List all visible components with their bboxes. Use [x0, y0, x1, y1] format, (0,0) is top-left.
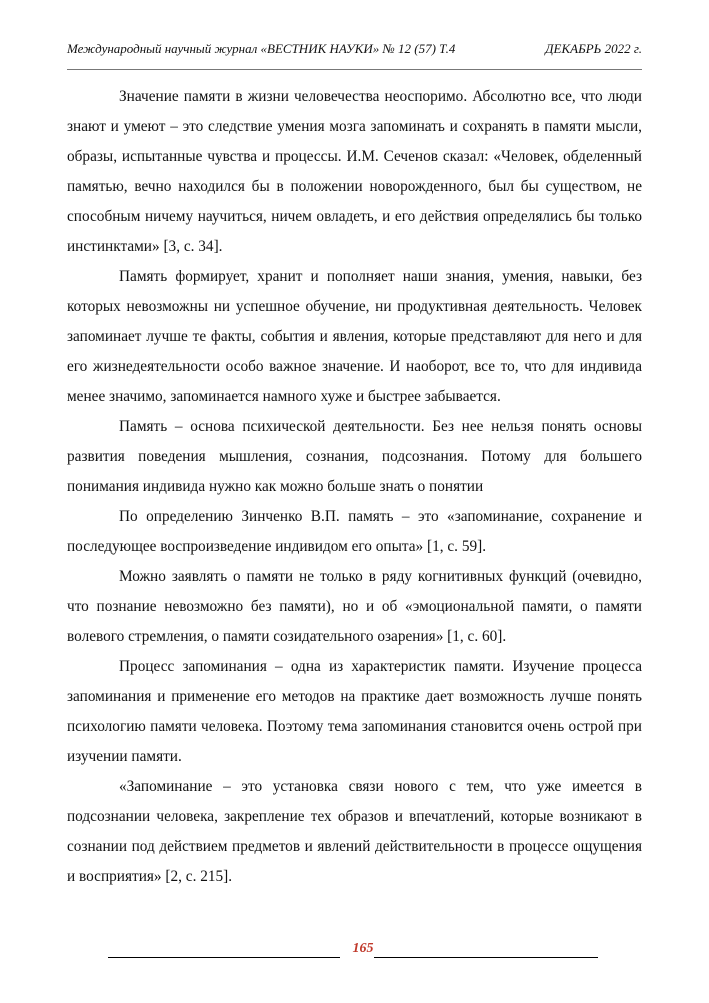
- paragraph-4: По определению Зинченко В.П. память – это «запоминание, сохранение и последующее воспроизведение индивидом его опыта» [1, с. 59].: [67, 508, 642, 555]
- paragraph-3: Память – основа психической деятельности. Без нее нельзя понять основы развития поведения мышления, сознания, подсознания. Потому для большего понимания индивида нужно как можно больше знать о понятии: [67, 418, 642, 495]
- page-number: 165: [352, 941, 374, 956]
- journal-title: Международный научный журнал «ВЕСТНИК НАУКИ» № 12 (57) Т.4: [67, 41, 456, 56]
- article-body: [67, 82, 642, 892]
- header-divider: [67, 69, 642, 70]
- paragraph-1: Значение памяти в жизни человечества неоспоримо. Абсолютно все, что люди знают и умеют – это следствие умения мозга запоминать и сохранять в памяти мысли, образы, испытанные чувства и процессы. И.М. Сеченов сказал: «Человек, обделенный памятью, вечно находился бы в положении новорожденного, был бы существом, не способным ничему научиться, ничем овладеть, и его действия определялись бы только инстинктами» [3, с. 34].: [67, 88, 642, 255]
- paragraph-2: Память формирует, хранит и пополняет наши знания, умения, навыки, без которых невозможны ни успешное обучение, ни продуктивная деятельность. Человек запоминает лучше те факты, события и явления, которые представляют для него и для его жизнедеятельности особо важное значение. И наоборот, все то, что для индивида менее значимо, запоминается намного хуже и быстрее забывается.: [67, 268, 642, 405]
- footer-rule-right: [374, 957, 598, 958]
- paragraph-6: Процесс запоминания – одна из характеристик памяти. Изучение процесса запоминания и применение его методов на практике дает возможность лучше понять психологию памяти человека. Поэтому тема запоминания становится очень острой при изучении памяти.: [67, 658, 642, 765]
- footer-rule-left: [108, 957, 340, 958]
- paragraph-7: «Запоминание – это установка связи нового с тем, что уже имеется в подсознании человека, закрепление тех образов и впечатлений, которые возникают в сознании под действием предметов и явлений действительности в процессе ощущения и восприятия» [2, с. 215].: [67, 778, 642, 885]
- paragraph-5: Можно заявлять о памяти не только в ряду когнитивных функций (очевидно, что познание невозможно без памяти), но и об «эмоциональной памяти, о памяти волевого стремления, о памяти созидательного озарения» [1, с. 60].: [67, 568, 642, 645]
- page-footer: [108, 940, 598, 960]
- issue-date: ДЕКАБРЬ 2022 г.: [545, 41, 642, 56]
